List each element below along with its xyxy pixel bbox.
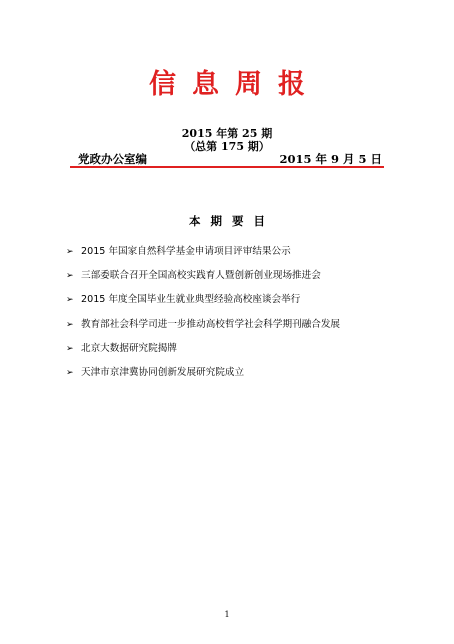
toc-item-text: 天津市京津冀协同创新发展研究院成立 <box>81 366 245 378</box>
arrow-bullet-icon: ➢ <box>66 295 74 306</box>
masthead-title: 信息周报 <box>149 69 321 100</box>
issue-total-number: （总第 175 期） <box>184 140 270 153</box>
toc-item[interactable] <box>66 270 386 294</box>
toc-item[interactable] <box>66 246 386 270</box>
toc-item-text: 北京大数据研究院揭牌 <box>81 342 177 354</box>
toc-heading: 本期要目 <box>189 214 275 228</box>
toc-item-text: 教育部社会科学司进一步推动高校哲学社会科学期刊融合发展 <box>81 318 341 330</box>
editor-name: 党政办公室编 <box>78 152 147 166</box>
toc-item-text: 2015 年国家自然科学基金申请项目评审结果公示 <box>81 246 291 257</box>
page-number: 1 <box>224 610 230 619</box>
toc-item-text: 三部委联合召开全国高校实践育人暨创新创业现场推进会 <box>81 270 321 282</box>
toc-item[interactable] <box>66 343 386 367</box>
arrow-bullet-icon: ➢ <box>66 367 74 378</box>
masthead-divider <box>70 166 384 168</box>
toc-item-text: 2015 年度全国毕业生就业典型经验高校座谈会举行 <box>81 294 301 306</box>
arrow-bullet-icon: ➢ <box>66 319 74 330</box>
arrow-bullet-icon: ➢ <box>66 343 74 354</box>
issue-date: 2015 年 9 月 5 日 <box>279 152 382 166</box>
arrow-bullet-icon: ➢ <box>66 247 74 257</box>
arrow-bullet-icon: ➢ <box>66 271 74 282</box>
toc-item[interactable] <box>66 367 386 391</box>
toc-item[interactable] <box>66 319 386 343</box>
issue-number: 2015 年第 25 期 <box>181 127 273 140</box>
table-of-contents <box>66 246 386 391</box>
toc-item[interactable] <box>66 294 386 318</box>
